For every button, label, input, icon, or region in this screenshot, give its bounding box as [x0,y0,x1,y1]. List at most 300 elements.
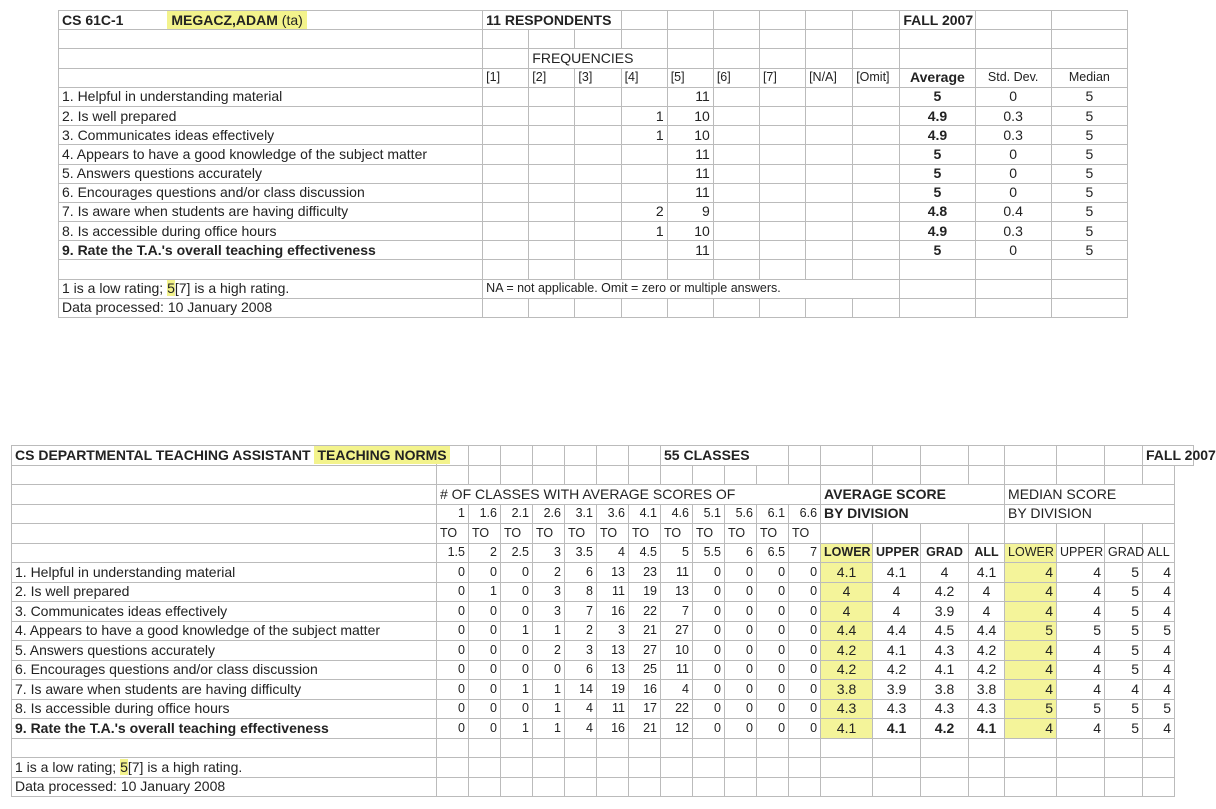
class-count-cell: 1 [501,621,533,641]
empty-cell [437,758,469,778]
frequency-cell: 9 [667,202,713,221]
empty-cell [1143,738,1175,758]
empty-cell [969,777,1005,797]
frequency-cell [806,164,853,183]
avg-score-cell: 4.3 [969,699,1005,719]
range-to: 3 [533,543,565,563]
empty-cell [501,738,533,758]
class-count-cell: 21 [629,719,661,739]
empty-cell [575,298,621,317]
empty-cell [621,260,667,279]
freq-header: [Omit] [853,68,900,87]
med-div-header: ALL [1143,543,1175,563]
class-count-cell: 0 [789,582,821,602]
median-score-cell: 4 [1057,680,1105,700]
frequency-cell: 11 [667,87,713,106]
rating-highlight: 5 [167,280,175,297]
stat-header: Average [900,68,975,87]
class-count-cell: 19 [629,582,661,602]
class-count-cell: 0 [501,602,533,622]
range-from: 4.6 [661,504,693,524]
class-count-cell: 0 [501,563,533,583]
med-div-header: UPPER [1057,543,1105,563]
frequency-cell [759,241,805,260]
median-score-cell: 5 [1143,699,1175,719]
class-count-cell: 0 [725,699,757,719]
empty-cell [597,777,629,797]
class-count-cell: 21 [629,621,661,641]
frequency-cell: 11 [667,241,713,260]
class-count-cell: 0 [693,563,725,583]
class-count-cell: 14 [565,680,597,700]
empty-cell [629,777,661,797]
empty-cell [873,758,921,778]
freq-header: [2] [529,68,575,87]
avg-div-header: GRAD [921,543,969,563]
instructor-highlight [167,11,306,29]
frequency-cell [529,164,575,183]
empty-cell [969,524,1005,544]
frequency-cell [853,145,900,164]
frequency-cell: 10 [667,126,713,145]
frequency-cell [713,241,759,260]
class-count-cell: 3 [533,602,565,622]
median-score-cell: 5 [1105,602,1143,622]
class-count-cell: 0 [789,621,821,641]
range-from: 6.1 [757,504,789,524]
class-count-cell: 0 [693,621,725,641]
empty-cell [921,777,969,797]
frequency-cell [853,222,900,241]
range-to-label: TO [565,524,597,544]
range-to: 5 [661,543,693,563]
range-to: 6 [725,543,757,563]
empty-cell [900,279,975,298]
median-cell: 5 [1051,183,1127,202]
ta-evaluation-table [58,10,1128,318]
empty-cell [533,777,565,797]
std-dev-cell: 0 [975,145,1051,164]
empty-cell [469,777,501,797]
class-count-cell: 0 [725,641,757,661]
std-dev-cell: 0.3 [975,126,1051,145]
frequency-cell: 10 [667,106,713,125]
empty-cell [469,738,501,758]
frequency-cell [483,87,529,106]
empty-cell [757,738,789,758]
frequency-cell [483,241,529,260]
question-label: 3. Communicates ideas effectively [59,126,483,145]
range-to: 5.5 [693,543,725,563]
class-count-cell: 0 [437,582,469,602]
empty-cell [533,758,565,778]
empty-cell [1105,738,1143,758]
class-count-cell: 11 [597,582,629,602]
range-to-label: TO [501,524,533,544]
empty-cell [806,260,853,279]
class-count-cell: 0 [725,582,757,602]
question-label: 6. Encourages questions and/or class discussion [12,660,437,680]
avg-score-cell: 4.4 [969,621,1005,641]
class-count-cell: 0 [469,563,501,583]
median-score-cell: 4 [1143,582,1175,602]
class-count-cell: 4 [661,680,693,700]
avg-score-cell: 4.2 [921,719,969,739]
class-count-cell: 0 [437,563,469,583]
class-count-cell: 0 [501,699,533,719]
class-count-cell: 13 [597,563,629,583]
frequency-cell [483,145,529,164]
question-label: 1. Helpful in understanding material [59,87,483,106]
class-count-cell: 1 [501,719,533,739]
range-to: 4 [597,543,629,563]
median-score-cell: 4 [1005,602,1057,622]
empty-cell [565,777,597,797]
class-count-cell: 0 [437,719,469,739]
frequency-cell [759,145,805,164]
frequency-cell [806,241,853,260]
median-score-cell: 5 [1057,621,1105,641]
empty-cell [873,738,921,758]
std-dev-cell: 0.4 [975,202,1051,221]
class-count-cell: 6 [565,660,597,680]
median-score-header: MEDIAN SCORE [1005,485,1175,505]
class-count-cell: 13 [597,641,629,661]
empty-cell [900,298,975,317]
class-count-cell: 0 [725,680,757,700]
class-count-cell: 0 [725,563,757,583]
class-count-cell: 1 [501,680,533,700]
median-score-cell: 4 [1005,680,1057,700]
empty-cell [757,777,789,797]
teaching-norms-table [11,445,1216,797]
empty-cell [597,758,629,778]
class-count-cell: 0 [757,641,789,661]
frequency-cell [759,164,805,183]
frequency-cell [483,164,529,183]
class-count-cell: 25 [629,660,661,680]
avg-score-cell: 4.4 [821,621,873,641]
avg-score-cell: 4 [921,563,969,583]
avg-score-cell: 3.8 [821,680,873,700]
class-count-cell: 2 [565,621,597,641]
class-count-cell: 2 [533,641,565,661]
frequency-cell [806,145,853,164]
empty-cell [501,777,533,797]
median-score-cell: 5 [1105,641,1143,661]
freq-header: [1] [483,68,529,87]
table-row [12,582,1194,602]
avg-score-cell: 4.1 [821,563,873,583]
table-row [59,145,1128,164]
frequency-cell [853,241,900,260]
frequency-cell [806,222,853,241]
avg-score-cell: 4 [969,582,1005,602]
median-cell: 5 [1051,87,1127,106]
frequency-cell [713,126,759,145]
empty-cell [1057,524,1105,544]
class-count-cell: 7 [565,602,597,622]
median-score-cell: 4 [1057,582,1105,602]
class-count-cell: 27 [661,621,693,641]
empty-cell [629,738,661,758]
median-score-cell: 4 [1143,660,1175,680]
table-row [12,621,1194,641]
frequency-cell [483,106,529,125]
empty-cell [921,738,969,758]
class-count-cell: 0 [725,660,757,680]
table-row [12,641,1194,661]
class-count-cell: 0 [789,641,821,661]
question-label: 6. Encourages questions and/or class discussion [59,183,483,202]
class-count-cell: 3 [565,641,597,661]
median-cell: 5 [1051,202,1127,221]
range-from: 5.1 [693,504,725,524]
class-count-cell: 7 [661,602,693,622]
avg-score-cell: 4.2 [969,641,1005,661]
empty-cell [1005,738,1057,758]
empty-cell [1143,758,1175,778]
empty-cell [725,738,757,758]
class-count-cell: 0 [501,582,533,602]
avg-score-cell: 4.1 [921,660,969,680]
range-from: 1 [437,504,469,524]
empty-cell [1057,777,1105,797]
table-row [12,602,1194,622]
range-from: 3.1 [565,504,597,524]
median-score-cell: 4 [1057,641,1105,661]
question-label: 9. Rate the T.A.'s overall teaching effectiveness [12,719,437,739]
median-score-cell: 5 [1005,699,1057,719]
class-count-cell: 0 [725,621,757,641]
average-cell: 4.9 [900,222,975,241]
median-division-header: BY DIVISION [1005,504,1175,524]
norms-title [12,446,447,466]
frequency-cell: 1 [621,106,667,125]
empty-cell [1105,777,1143,797]
class-count-cell: 0 [725,602,757,622]
median-score-cell: 4 [1105,680,1143,700]
avg-score-cell: 4.1 [873,719,921,739]
avg-score-cell: 4.2 [873,660,921,680]
frequency-cell [529,241,575,260]
avg-score-cell: 3.9 [873,680,921,700]
class-count-cell: 0 [757,719,789,739]
empty-cell [12,738,437,758]
med-div-header: LOWER [1005,543,1057,563]
question-label: 9. Rate the T.A.'s overall teaching effectiveness [59,241,483,260]
frequency-cell [621,164,667,183]
avg-div-header: UPPER [873,543,921,563]
empty-cell [821,777,873,797]
norms-title-text: CS DEPARTMENTAL TEACHING ASSISTANT [15,446,315,463]
frequency-cell [713,145,759,164]
class-count-cell: 0 [757,563,789,583]
frequency-cell [713,202,759,221]
question-label: 7. Is aware when students are having difficulty [59,202,483,221]
class-count-cell: 11 [661,660,693,680]
frequency-cell [575,222,621,241]
frequency-cell [575,145,621,164]
median-cell: 5 [1051,222,1127,241]
empty-cell [667,298,713,317]
avg-div-header: ALL [969,543,1005,563]
avg-score-cell: 4 [969,602,1005,622]
median-score-cell: 4 [1005,660,1057,680]
freq-header: [N/A] [806,68,853,87]
class-count-cell: 0 [789,680,821,700]
class-count-cell: 22 [629,602,661,622]
empty-cell [661,777,693,797]
range-to: 4.5 [629,543,661,563]
range-from: 3.6 [597,504,629,524]
classes-count: 55 CLASSES [661,446,789,466]
table-row [59,241,1128,260]
table-row [12,699,1194,719]
empty-cell [789,777,821,797]
frequency-cell [529,183,575,202]
avg-score-cell: 4.4 [873,621,921,641]
frequency-cell [575,106,621,125]
frequency-cell [759,222,805,241]
median-score-cell: 4 [1057,660,1105,680]
range-to-label: TO [725,524,757,544]
class-count-cell: 3 [597,621,629,641]
data-processed: Data processed: 10 January 2008 [12,777,437,797]
std-dev-cell: 0 [975,164,1051,183]
median-score-cell: 4 [1057,719,1105,739]
range-from: 2.6 [533,504,565,524]
class-count-cell: 0 [501,660,533,680]
frequency-cell [759,87,805,106]
empty-cell [969,758,1005,778]
class-count-cell: 27 [629,641,661,661]
frequency-cell: 11 [667,145,713,164]
class-count-cell: 0 [469,719,501,739]
frequency-cell [713,222,759,241]
table-row [12,680,1194,700]
table-row [59,222,1128,241]
range-to-label: TO [757,524,789,544]
average-cell: 4.9 [900,126,975,145]
empty-cell [1057,758,1105,778]
rating-highlight: 5 [120,758,128,775]
empty-cell [661,758,693,778]
class-count-cell: 11 [597,699,629,719]
instructor-name: MEGACZ,ADAM [171,11,278,28]
class-count-cell: 0 [469,660,501,680]
avg-score-cell: 4.2 [821,641,873,661]
avg-score-cell: 3.8 [969,680,1005,700]
empty-cell [469,758,501,778]
class-count-cell: 0 [437,641,469,661]
na-note: NA = not applicable. Omit = zero or multiple answers. [483,279,900,298]
frequency-cell [759,126,805,145]
class-count-cell: 0 [789,602,821,622]
empty-cell [921,524,969,544]
empty-cell [501,758,533,778]
range-to: 6.5 [757,543,789,563]
empty-cell [821,758,873,778]
avg-score-cell: 4.1 [969,719,1005,739]
stat-header: Median [1051,68,1127,87]
empty-cell [1005,758,1057,778]
avg-score-cell: 4 [821,602,873,622]
empty-cell [975,298,1051,317]
rating-note [12,758,437,778]
empty-cell [1005,524,1057,544]
norms-title-highlight: TEACHING NORMS [314,446,449,464]
empty-cell [597,738,629,758]
class-count-cell: 23 [629,563,661,583]
frequency-cell [759,106,805,125]
avg-score-cell: 4 [821,582,873,602]
median-score-cell: 4 [1057,602,1105,622]
class-count-cell: 12 [661,719,693,739]
class-count-cell: 0 [789,719,821,739]
empty-cell [900,260,975,279]
empty-cell [853,298,900,317]
class-count-cell: 0 [757,660,789,680]
frequency-cell [853,126,900,145]
avg-score-cell: 3.8 [921,680,969,700]
empty-cell [483,298,529,317]
frequency-cell [713,106,759,125]
class-count-cell: 0 [789,563,821,583]
frequency-cell [483,202,529,221]
class-count-cell: 0 [693,719,725,739]
class-count-cell: 0 [469,641,501,661]
empty-cell [713,298,759,317]
range-to: 3.5 [565,543,597,563]
class-count-cell: 11 [661,563,693,583]
median-score-cell: 4 [1143,719,1175,739]
frequency-cell [806,202,853,221]
table-row [59,126,1128,145]
class-count-cell: 0 [469,699,501,719]
empty-cell [529,298,575,317]
avg-score-cell: 4.1 [873,641,921,661]
class-count-cell: 17 [629,699,661,719]
instructor-suffix: (ta) [281,11,303,28]
frequency-cell [806,87,853,106]
frequency-cell: 10 [667,222,713,241]
frequency-cell [853,164,900,183]
class-count-cell: 1 [533,719,565,739]
median-score-cell: 4 [1143,563,1175,583]
frequency-cell: 2 [621,202,667,221]
norms-term: FALL 2007 [1143,446,1194,466]
range-from: 6.6 [789,504,821,524]
range-to-label: TO [469,524,501,544]
median-score-cell: 4 [1143,641,1175,661]
freq-header: [7] [759,68,805,87]
freq-header: [6] [713,68,759,87]
empty-cell [693,758,725,778]
empty-cell [629,758,661,778]
range-from: 2.1 [501,504,533,524]
avg-score-cell: 4.2 [969,660,1005,680]
question-label: 8. Is accessible during office hours [59,222,483,241]
empty-cell [873,524,921,544]
empty-cell [693,777,725,797]
frequency-cell [853,183,900,202]
rating-text-post: [7] is a high rating. [127,758,243,775]
empty-cell [1143,524,1175,544]
empty-cell [437,777,469,797]
class-count-cell: 16 [597,719,629,739]
median-cell: 5 [1051,145,1127,164]
